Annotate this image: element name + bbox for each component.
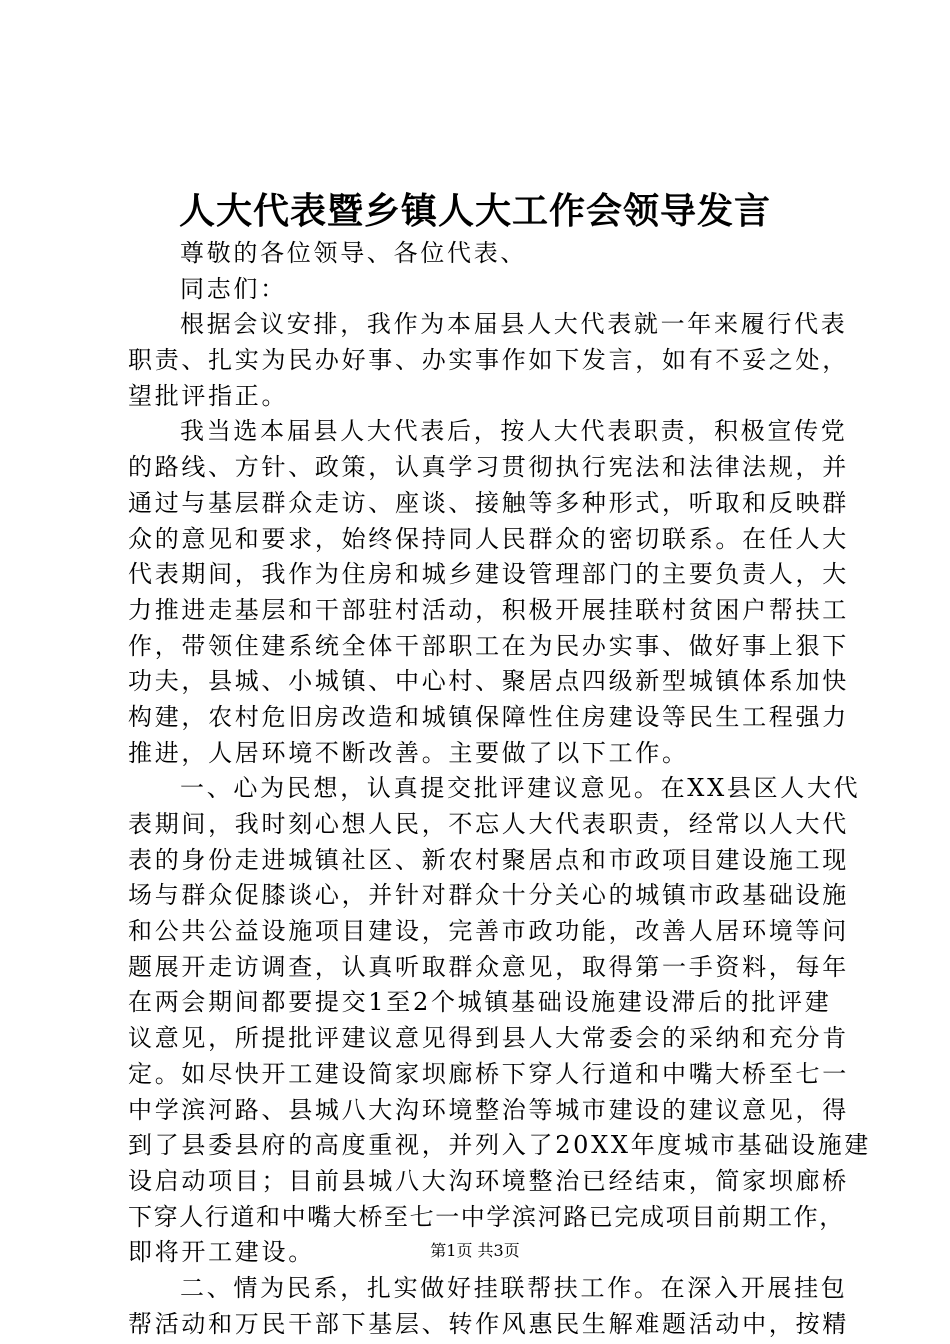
salutation-line: 尊敬的各位领导、各位代表、 [180, 239, 528, 267]
paragraph-line: 望批评指正。 [128, 381, 289, 410]
paragraph-line: 我当选本届县人大代表后，按人大代表职责，积极宣传党 [180, 417, 848, 446]
paragraph-line: 力推进走基层和干部驻村活动，积极开展挂联村贫困户帮扶工 [128, 595, 849, 624]
paragraph-line: 一、心为民想，认真提交批评建议意见。在XX县区人大代 [180, 774, 861, 803]
paragraph-line: 议意见，所提批评建议意见得到县人大常委会的采纳和充分肯 [128, 1024, 849, 1053]
paragraph-line: 构建，农村危旧房改造和城镇保障性住房建设等民生工程强力 [128, 702, 849, 731]
paragraph-line: 表的身份走进城镇社区、新农村聚居点和市政项目建设施工现 [128, 845, 849, 874]
paragraph-line: 功夫，县城、小城镇、中心村、聚居点四级新型城镇体系加快 [128, 667, 849, 696]
paragraph-line: 众的意见和要求，始终保持同人民群众的密切联系。在任人大 [128, 524, 849, 553]
page-footer: 第1页 共3页 [430, 1241, 520, 1260]
paragraph-line: 中学滨河路、县城八大沟环境整治等城市建设的建议意见，得 [128, 1095, 849, 1124]
paragraph-line: 二、情为民系，扎实做好挂联帮扶工作。在深入开展挂包 [180, 1273, 848, 1302]
document-title: 人大代表暨乡镇人大工作会领导发言 [178, 190, 771, 232]
paragraph-line: 和公共公益设施项目建设，完善市政功能，改善人居环境等问 [128, 917, 849, 946]
paragraph-line: 表期间，我时刻心想人民，不忘人大代表职责，经常以人大代 [128, 810, 849, 838]
paragraph-line: 通过与基层群众走访、座谈、接触等多种形式，听取和反映群 [128, 488, 849, 517]
paragraph-line: 帮活动和万民干部下基层、转作风惠民生解难题活动中，按精 [128, 1309, 849, 1338]
paragraph-line: 推进，人居环境不断改善。主要做了以下工作。 [128, 738, 689, 767]
paragraph-line: 下穿人行道和中嘴大桥至七一中学滨河路已完成项目前期工作， [128, 1202, 845, 1231]
paragraph-line: 作，带领住建系统全体干部职工在为民办实事、做好事上狠下 [128, 631, 849, 660]
paragraph-line: 到了县委县府的高度重视，并列入了20XX年度城市基础设施建 [128, 1131, 872, 1160]
paragraph-line: 的路线、方针、政策，认真学习贯彻执行宪法和法律法规，并 [128, 453, 849, 482]
paragraph-line: 在两会期间都要提交1至2个城镇基础设施建设滞后的批评建 [128, 988, 832, 1017]
paragraph-line: 题展开走访调查，认真听取群众意见，取得第一手资料，每年 [128, 952, 849, 981]
salutation-line: 同志们： [180, 274, 287, 303]
paragraph-line: 职责、扎实为民办好事、办实事作如下发言，如有不妥之处， [128, 346, 849, 375]
paragraph-line: 场与群众促膝谈心，并针对群众十分关心的城镇市政基础设施 [128, 881, 849, 910]
paragraph-line: 设启动项目；目前县城八大沟环境整治已经结束，简家坝廊桥 [128, 1166, 849, 1195]
paragraph-line: 代表期间，我作为住房和城乡建设管理部门的主要负责人，大 [128, 560, 849, 589]
paragraph-line: 根据会议安排，我作为本届县人大代表就一年来履行代表 [180, 310, 848, 339]
document-body [128, 236, 872, 1342]
paragraph-line: 定。如尽快开工建设简家坝廊桥下穿人行道和中嘴大桥至七一 [128, 1059, 849, 1088]
paragraph-line: 即将开工建设。 [128, 1238, 315, 1267]
